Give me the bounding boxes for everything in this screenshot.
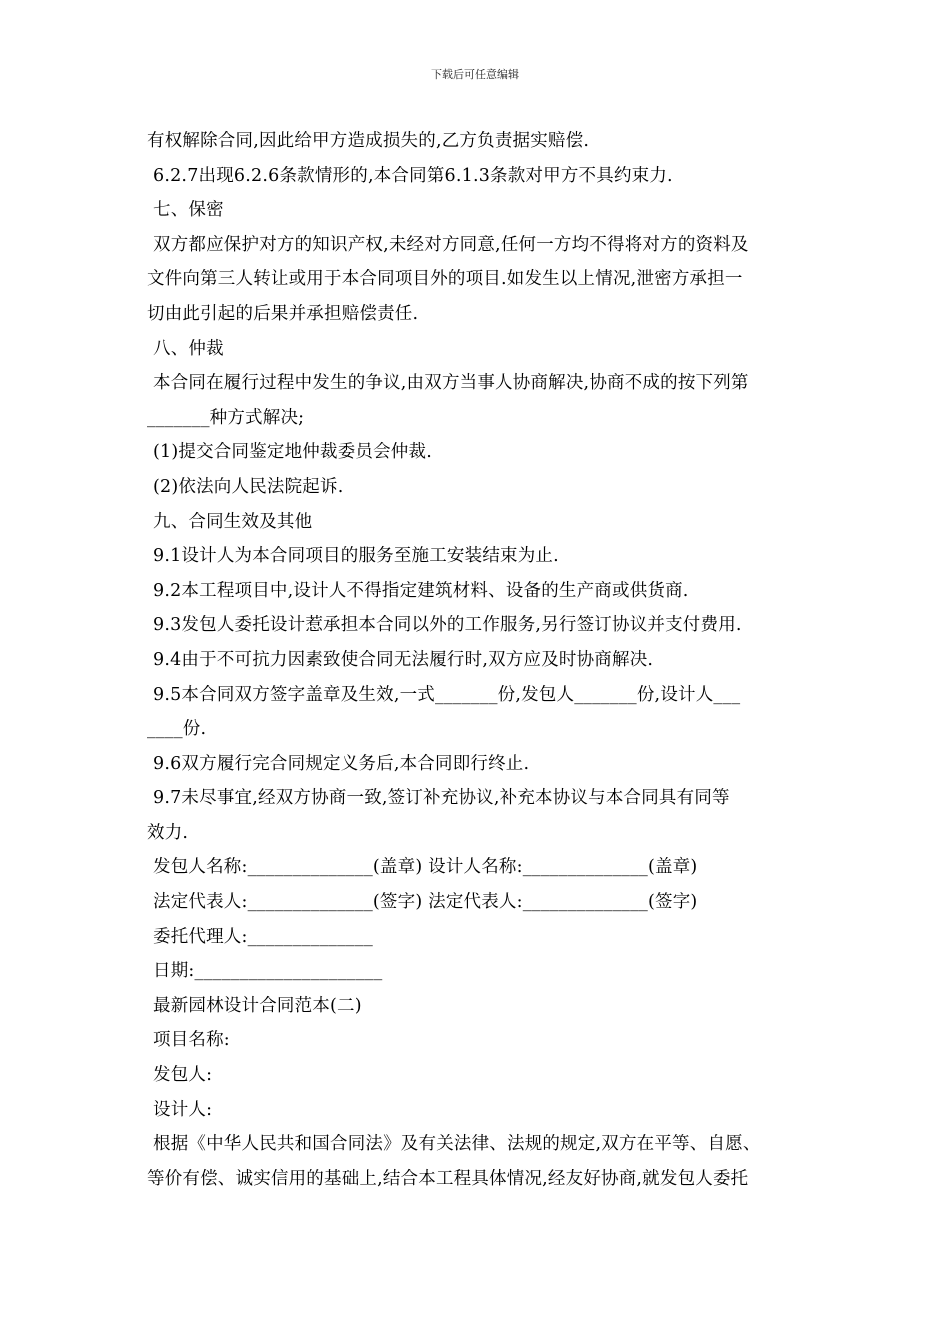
paragraph-line: 9.4由于不可抗力因素致使合同无法履行时,双方应及时协商解决.: [153, 649, 654, 670]
paragraph-line: 法定代表人:______________(签字) 法定代表人:______________(签字): [153, 892, 698, 913]
paragraph-line: 八、仲裁: [153, 338, 224, 359]
paragraph-line: 根据《中华人民共和国合同法》及有关法律、法规的规定,双方在平等、自愿、: [153, 1134, 761, 1155]
paragraph-line: (1)提交合同鉴定地仲裁委员会仲裁.: [153, 442, 432, 463]
paragraph-line: 委托代理人:______________: [153, 926, 373, 947]
paragraph-line: (2)依法向人民法院起诉.: [153, 476, 344, 497]
paragraph-line: 等价有偿、诚实信用的基础上,结合本工程具体情况,经友好协商,就发包人委托: [147, 1168, 749, 1189]
paragraph-line: 本合同在履行过程中发生的争议,由双方当事人协商解决,协商不成的按下列第: [153, 373, 749, 394]
paragraph-line: 9.3发包人委托设计惹承担本合同以外的工作服务,另行签订协议并支付费用.: [153, 615, 742, 636]
paragraph-line: 效力.: [147, 822, 189, 843]
paragraph-line: ____份.: [147, 719, 207, 740]
paragraph-line: 日期:_____________________: [153, 961, 383, 982]
paragraph-line: 9.7未尽事宜,经双方协商一致,签订补充协议,补充本协议与本合同具有同等: [153, 788, 730, 809]
paragraph-line: 9.5本合同双方签字盖章及生效,一式_______份,发包人_______份,设计人___: [153, 684, 741, 705]
paragraph-line: 双方都应保护对方的知识产权,未经对方同意,任何一方均不得将对方的资料及: [153, 234, 749, 255]
paragraph-line: _______种方式解决;: [147, 407, 305, 428]
paragraph-line: 设计人:: [153, 1099, 213, 1120]
paragraph-line: 七、保密: [153, 200, 224, 221]
paragraph-line: 9.1设计人为本合同项目的服务至施工安装结束为止.: [153, 546, 559, 567]
paragraph-line: 项目名称:: [153, 1030, 230, 1051]
paragraph-line: 九、合同生效及其他: [153, 511, 313, 532]
paragraph-line: 9.6双方履行完合同规定义务后,本合同即行终止.: [153, 753, 530, 774]
paragraph-line: 文件向第三人转让或用于本合同项目外的项目.如发生以上情况,泄密方承担一: [147, 269, 743, 290]
paragraph-line: 9.2本工程项目中,设计人不得指定建筑材料、设备的生产商或供货商.: [153, 580, 689, 601]
document-body: [147, 124, 827, 1196]
paragraph-line: 切由此引起的后果并承担赔偿责任.: [147, 303, 419, 324]
paragraph-line: 有权解除合同,因此给甲方造成损失的,乙方负责据实赔偿.: [147, 131, 590, 151]
page-header: 下载后可任意编辑: [431, 68, 519, 81]
paragraph-line: 最新园林设计合同范本(二): [153, 995, 362, 1016]
paragraph-line: 发包人名称:______________(盖章) 设计人名称:______________(盖章): [153, 857, 698, 878]
paragraph-line: 6.2.7出现6.2.6条款情形的,本合同第6.1.3条款对甲方不具约束力.: [153, 165, 673, 186]
paragraph-line: 发包人:: [153, 1065, 213, 1086]
